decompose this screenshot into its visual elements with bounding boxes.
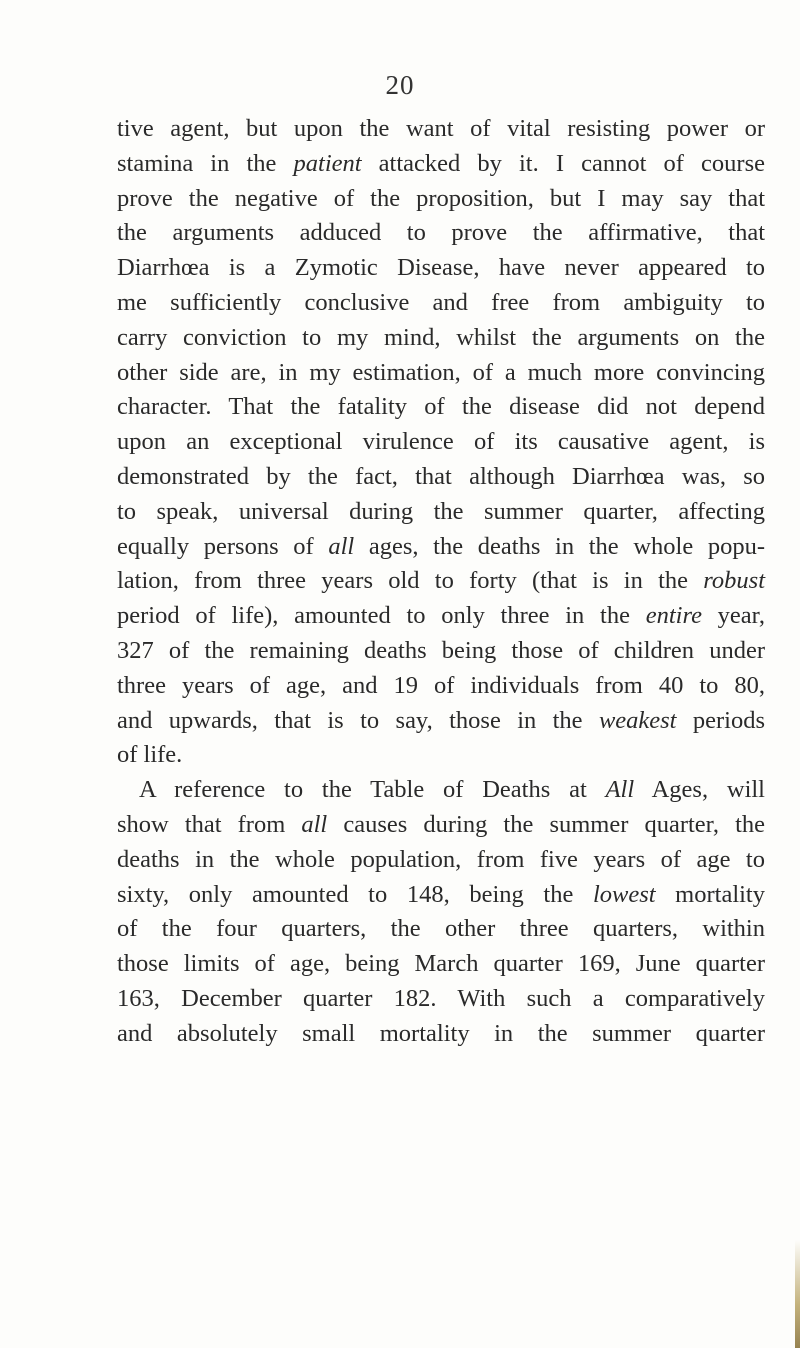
text-segment: lation, from three years old to forty (that is in the	[117, 567, 704, 595]
text-segment: and absolutely small mortality in the summer quarter	[117, 1019, 765, 1047]
text-segment: Diarrhœa is a Zymotic Disease, have never appeared to	[117, 254, 765, 282]
text-line	[117, 982, 765, 1017]
text-segment: and upwards, that is to say, those in the	[117, 706, 599, 734]
body-text	[117, 112, 765, 1052]
italic-emphasis: weakest	[598, 706, 677, 734]
text-line	[117, 564, 765, 599]
text-line	[117, 495, 765, 530]
text-segment: 163, December quarter 182. With such a comparatively	[117, 984, 765, 1012]
text-line	[117, 112, 765, 147]
text-segment: periods	[676, 706, 766, 734]
text-segment: those limits of age, being March quarter 169, June quarter	[117, 950, 765, 978]
text-line	[117, 182, 765, 217]
text-line	[117, 808, 765, 843]
italic-emphasis: entire	[645, 602, 702, 630]
italic-emphasis: lowest	[592, 880, 656, 908]
text-line	[117, 947, 765, 982]
text-line	[117, 356, 765, 391]
text-segment: to speak, universal during the summer quarter, affecting	[117, 497, 765, 525]
text-line	[117, 460, 765, 495]
text-segment: carry conviction to my mind, whilst the arguments on the	[117, 323, 765, 351]
text-line	[117, 390, 765, 425]
italic-emphasis: all	[328, 532, 355, 560]
page-number: 20	[385, 70, 415, 100]
text-line	[117, 425, 765, 460]
text-segment: character. That the fatality of the disease did not depend	[117, 393, 765, 421]
text-line	[117, 321, 765, 356]
text-segment: mortality	[655, 880, 765, 908]
text-segment: period of life), amounted to only three in the	[117, 602, 646, 630]
text-segment: ages, the deaths in the whole popu-	[354, 532, 766, 560]
text-line	[117, 738, 765, 773]
text-segment: of life.	[117, 741, 183, 769]
text-line	[117, 147, 765, 182]
text-line	[117, 843, 765, 878]
text-segment: deaths in the whole population, from five years of age to	[117, 845, 765, 873]
text-segment: attacked by it. I cannot of course	[361, 149, 765, 177]
text-segment: the arguments adduced to prove the affirmative, that	[117, 219, 765, 247]
text-line	[117, 216, 765, 251]
text-segment: tive agent, but upon the want of vital resisting power or	[117, 115, 765, 142]
text-line	[117, 669, 765, 704]
italic-emphasis: patient	[293, 149, 362, 177]
text-line	[117, 704, 765, 739]
text-line	[117, 773, 765, 808]
italic-emphasis: all	[301, 810, 328, 838]
text-segment: three years of age, and 19 of individuals from 40 to 80,	[117, 671, 765, 699]
text-segment: upon an exceptional virulence of its causative agent, is	[117, 428, 765, 456]
text-segment: other side are, in my estimation, of a much more convincing	[117, 358, 765, 386]
text-line	[117, 530, 765, 565]
text-segment: of the four quarters, the other three quarters, within	[117, 915, 765, 943]
text-segment: stamina in the	[117, 149, 294, 177]
text-segment: prove the negative of the proposition, but I may say that	[117, 184, 765, 212]
italic-emphasis: robust	[703, 567, 765, 595]
text-segment: A reference to the Table of Deaths at	[139, 776, 606, 804]
text-line	[117, 1017, 765, 1052]
text-line	[117, 634, 765, 669]
italic-emphasis: All	[605, 776, 635, 804]
text-line	[117, 251, 765, 286]
text-segment: causes during the summer quarter, the	[327, 810, 766, 838]
text-line	[117, 912, 765, 947]
text-segment: equally persons of	[117, 532, 329, 560]
text-segment: Ages, will	[634, 776, 765, 804]
text-segment: me sufficiently conclusive and free from ambiguity to	[117, 288, 765, 316]
text-segment: 327 of the remaining deaths being those of children under	[117, 636, 765, 664]
text-segment: year,	[701, 602, 765, 630]
text-line	[117, 286, 765, 321]
text-line	[117, 599, 765, 634]
text-segment: demonstrated by the fact, that although Diarrhœa was, so	[117, 462, 765, 490]
text-line	[117, 878, 765, 913]
text-segment: sixty, only amounted to 148, being the	[117, 880, 593, 908]
page-edge-stain	[795, 1240, 800, 1348]
text-segment: show that from	[117, 810, 302, 838]
